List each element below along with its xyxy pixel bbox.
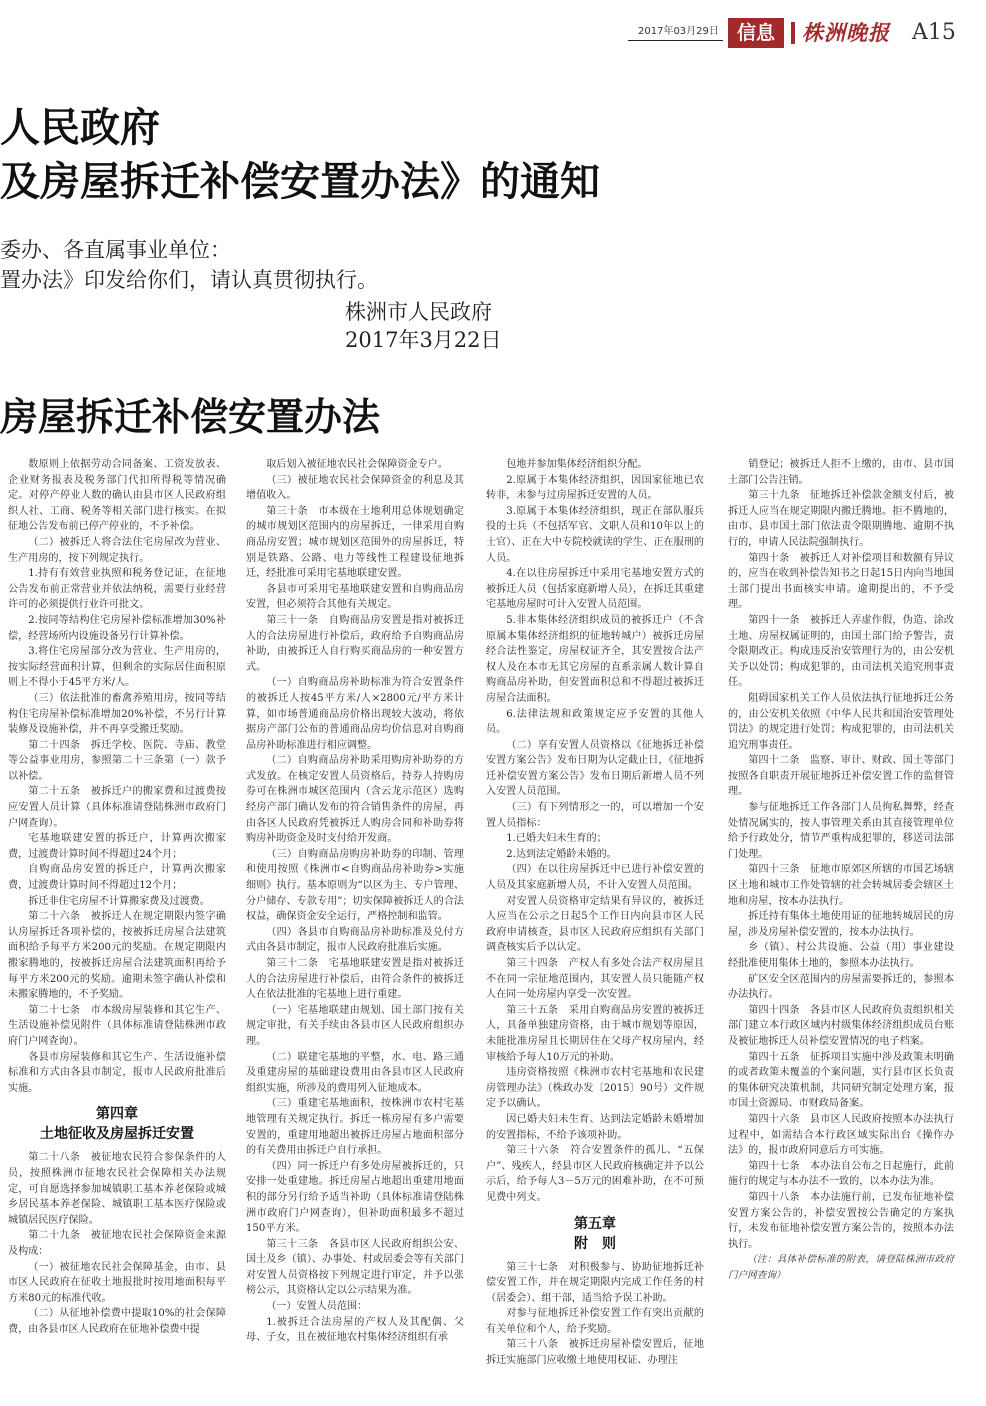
standards-note: （注：具体补偿标准的附表，请登陆株洲市政府门户网查询） [728, 1254, 954, 1281]
paragraph: 第三十三条 各县市区人民政府组织公安、国土及乡（镇）、办事处、村或居委会等有关部门对安置人员资格按下列规定进行审定，并予以张榜公示，其资格认定以公示结果为准。 [246, 1238, 464, 1297]
paragraph: 第三十条 市本级在土地利用总体规划确定的城市规划区范围内的房屋拆迁，一律采用自购商品房安置；城市规划区范围外的房屋拆迁，特别是铁路、公路、电力等线性工程建设征地拆迁，经批准可采用宅基地联建安置。 [246, 505, 464, 580]
paragraph: 各县市可采用宅基地联建安置和自购商品房安置，但必须符合其他有关规定。 [246, 583, 464, 611]
paragraph: 第四十七条 本办法自公布之日起施行，此前施行的规定与本办法不一致的，以本办法为准。 [728, 1160, 954, 1188]
chapter-4-heading [8, 1104, 226, 1144]
paragraph: （四）在以往房屋拆迁中已进行补偿安置的人员及其家庭新增人员，不计入安置人员范围。 [486, 864, 704, 892]
paragraph: 矿区安全区范围内的房屋需要拆迁的，参照本办法执行。 [728, 973, 954, 1001]
headline-line-1: 人民政府 [0, 105, 160, 151]
paragraph: 第二十七条 市本级房屋装修和其它生产、生活设施补偿见附件（具体标准请登陆株洲市政府门户网查询）。 [8, 1004, 226, 1047]
paragraph: 违房资格按照《株洲市农村宅基地和农民建房管理办法》（株政办发〔2015〕90号）文件规定予以确认。 [486, 1067, 704, 1110]
article-column-1 [8, 457, 226, 1337]
paragraph: 因已婚夫妇未生育、达到法定婚龄未婚增加的安置指标，不给予该项补助。 [486, 1113, 704, 1141]
paragraph: （二）从征地补偿费中提取10%的社会保障费，由各县市区人民政府在征地补偿费中提 [8, 1308, 226, 1335]
paragraph: 宅基地联建安置的拆迁户，计算两次搬家费，过渡费计算时间不得超过24个月； [8, 833, 226, 860]
header-separator [791, 22, 795, 44]
section-badge: 信息 [728, 18, 784, 48]
paragraph: 第二十八条 被征地农民符合参保条件的人员，按照株洲市征地农民社会保障相关办法规定，可自愿选择参加城镇职工基本养老保险或城乡居民基本养老保险、城镇职工基本医疗保险或城镇居民医疗保险。 [8, 1152, 226, 1226]
paragraph: 5.非本集体经济组织成员的被拆迁户（不含原属本集体经济组织的征地转城户）被拆迁房屋经合法性鉴定，房屋权证齐全，其安置按合法产权人及在本市无其它房屋的直系亲属人数计算自购商品房补助，但安置面积总和不得超过被拆迁房屋合法面积。 [486, 614, 704, 704]
column-1-paragraphs-b [8, 1150, 226, 1337]
paragraph: 销登记；被拆迁人拒不上缴的，由市、县市国土部门公告注销。 [728, 459, 954, 486]
paragraph: 各县市房屋装修和其它生产、生活设施补偿标准和方式由各县市制定，报市人民政府批准后实施。 [8, 1051, 226, 1094]
paragraph: 第二十四条 拆迁学校、医院、寺庙、教堂等公益事业用房，参照第二十三条第（一）款予以补偿。 [8, 739, 226, 782]
paragraph: 第四十六条 县市区人民政府按照本办法执行过程中，如需结合本行政区域实际出台《操作办法》的，报市政府同意后方可实施。 [728, 1113, 954, 1157]
column-2-paragraphs [246, 457, 464, 1346]
paragraph: 2.达到法定婚龄未婚的。 [506, 848, 617, 860]
chapter-4-title: 土地征收及房屋拆迁安置 [40, 1126, 194, 1143]
paragraph: 取后划入被征地农民社会保障资金专户。 [266, 459, 448, 470]
article-column-2 [246, 457, 464, 1346]
paragraph: 6.法律法规和政策规定应予安置的其他人员。 [486, 708, 704, 736]
paragraph: 第三十二条 宅基地联建安置是指对被拆迁人的合法房屋进行补偿后，由符合条件的被拆迁人在依法批准的宅基地上进行重建。 [246, 958, 464, 1001]
paragraph: 乡（镇）、村公共设施、公益（用）事业建设经批准使用集体土地的，参照本办法执行。 [728, 942, 954, 969]
paragraph: 2.按同等结构住宅房屋补偿标准增加30%补偿，经营场所内设施设备另行计算补偿。 [8, 614, 226, 642]
column-1-paragraphs [8, 457, 226, 1096]
paragraph: 第二十六条 被拆迁人在规定期限内签字确认房屋拆迁各项补偿的，按被拆迁房屋合法建筑面积给予每平方米200元的奖励。在规定期限内搬家腾地的，按被拆迁房屋合法建筑面积再给予每平方米200元的奖励。逾期未签字确认补偿和未搬家腾地的，不予奖励。 [8, 911, 226, 1001]
paragraph: 第四十三条 征地市原郊区所辖的市国艺场辖区土地和城市工作处管辖的社会转城居委会辖区土地和房屋，按本办法执行。 [728, 864, 954, 907]
paragraph: 包地并参加集体经济组织分配。 [506, 459, 648, 470]
headline-line-2: 及房屋拆迁补偿安置办法》的通知 [0, 159, 600, 205]
paragraph: 1.已婚夫妇未生育的； [506, 833, 607, 845]
paragraph: 拆迁非住宅房屋不计算搬家费及过渡费。 [28, 895, 210, 907]
article-column-3 [486, 457, 704, 1369]
column-3-paragraphs [486, 457, 704, 1206]
paragraph: 第三十四条 产权人有多处合法产权房屋且不在同一宗征地范围内，其安置人员只能随产权人在同一处房屋内享受一次安置。 [486, 958, 704, 1001]
paragraph: 第四十八条 本办法施行前，已发布征地补偿安置方案公告的，补偿安置按公告确定的方案执行，未发布征地补偿安置方案公告的，按照本办法执行。 [728, 1191, 954, 1250]
notice-signer: 株洲市人民政府 [345, 300, 492, 324]
paragraph: （二）被拆迁人将合法住宅房屋改为营业、生产用房的，按下列规定执行。 [8, 536, 226, 564]
page-number: A15 [912, 20, 956, 45]
paragraph: 第四十二条 监察、审计、财政、国土等部门按照各自职责开展征地拆迁补偿安置工作的监督管理。 [728, 755, 954, 798]
paragraph: 第三十九条 征地拆迁补偿款金额支付后，被拆迁人应当在规定期限内搬迁腾地。拒不腾地的，由市、县市国土部门依法责令限期腾地、逾期不执行的，申请人民法院强制执行。 [728, 490, 954, 548]
paragraph: 对参与征地拆迁补偿安置工作有突出贡献的有关单位和个人，给予奖励。 [486, 1308, 704, 1335]
column-3-paragraphs-b [486, 1260, 704, 1369]
paragraph: （三）被征地农民社会保障资金的利息及其增值收入。 [246, 474, 464, 502]
paragraph: （四）各县市自购商品房补助标准及兑付方式由各县市制定，报市人民政府批准后实施。 [246, 926, 464, 954]
column-4-paragraphs [728, 457, 954, 1252]
paragraph: 数原则上依据劳动合同备案、工资发放表、企业财务报表及税务部门代扣所得税等情况确定。对停产停业人数的确认由县市区人民政府组织人社、工商、税务等相关部门进行核实。在拟征地公告发布前已停产停业的，不予补偿。 [8, 459, 226, 533]
paragraph: 自购商品房安置的拆迁户，计算两次搬家费，过渡费计算时间不得超过12个月； [8, 864, 226, 892]
paragraph: 第四十五条 征拆项目实施中涉及政策未明确的或者政策未覆盖的个案问题，实行县市区长负责的集体研究决策机制，共同研究制定处理方案，报市国土资源局、市财政局备案。 [728, 1051, 954, 1110]
article-column-4 [728, 457, 954, 1283]
paragraph: 3.将住宅房屋部分改为营业、生产用房的，按实际经营面积计算，但剩余的实际居住面积原则上不得小于45平方米/人。 [8, 646, 226, 689]
notice-recipients: 委办、各直属事业单位： [0, 238, 231, 262]
paragraph: 第三十六条 符合安置条件的孤儿、“五保户”、残疾人，经县市区人民政府核确定并予以公示后，给予每人3－5万元的困难补助，在不可预见费中列支。 [486, 1145, 704, 1203]
paragraph: 阻碍国家机关工作人员依法执行征地拆迁公务的，由公安机关依照《中华人民共和国治安管理处罚法》的规定进行处罚；构成犯罪的，由司法机关追究刑事责任。 [728, 692, 954, 751]
paragraph: 第三十五条 采用自购商品房安置的被拆迁人，具备单独建房资格，由于城市规划等原因，未能批准房屋且长期居住在父母产权房屋内，经审核给予每人10万元的补助。 [486, 1004, 704, 1063]
paragraph: （二）享有安置人员资格以《征地拆迁补偿安置方案公告》发布日期为认定截止日，《征地拆迁补偿安置方案公告》发布日期后新增人员不列入安置人员范围。 [486, 739, 704, 798]
paragraph: 第三十七条 对积极参与、协助征地拆迁补偿安置工作，并在规定期限内完成工作任务的村（居委会）、组干部，适当给予误工补助。 [486, 1261, 704, 1304]
paragraph: 对安置人员资格审定结果有异议的，被拆迁人应当在公示之日起5个工作日内向县市区人民政府申请核查，县市区人民政府应组织有关部门调查核实后予以认定。 [486, 895, 704, 954]
paragraph: （三）自购商品房购房补助券的印制、管理和使用按照《株洲市<自购商品房补助券>实施细则》执行。基本原则为“以区为主、专户管理、分户储存、专款专用”；切实保障被拆迁人的合法权益，确保资金安全运行，严格控制和监管。 [246, 848, 464, 923]
document-title: 房屋拆迁补偿安置办法 [0, 395, 381, 439]
paragraph: 1.持有有效营业执照和税务登记证，在征地公告发布前正常营业并依法纳税，需要行业经营许可的必须提供行业许可批文。 [8, 568, 226, 611]
paragraph: （三）重建宅基地面积，按株洲市农村宅基地管理有关规定执行。拆迁一栋房屋有多户需要安置的，重建用地超出被拆迁房屋占地面积部分的有关费用由拆迁户自行承担。 [246, 1098, 464, 1157]
chapter-5-number: 第五章 [574, 1215, 616, 1232]
paragraph: 第二十五条 被拆迁户的搬家费和过渡费按应安置人员计算（具体标准请登陆株洲市政府门户网查询）。 [8, 786, 226, 829]
paragraph: （二）自购商品房补助采用购房补助券的方式发放。在核定安置人员资格后，持券人持购房券可在株洲市城区范围内（含云龙示范区）选购经房产部门确认发布的符合销售条件的房屋，再由各区人民政府凭被拆迁人购房合同和补助券将购房补助资金及时支付给开发商。 [246, 755, 464, 845]
paragraph: 拆迁持有集体土地使用证的征地转城居民的房屋，涉及房屋补偿安置的，按本办法执行。 [728, 911, 954, 938]
paragraph: （三）有下列情形之一的，可以增加一个安置人员指标： [486, 802, 704, 829]
paragraph: （一）被征地农民社会保障基金，由市、县市区人民政府在征收土地报批时按用地面积每平方米80元的标准代收。 [8, 1261, 226, 1304]
chapter-5-title: 附 则 [574, 1235, 616, 1252]
paragraph: 第三十一条 自购商品房安置是指对被拆迁人的合法房屋进行补偿后，政府给予自购商品房补助，由被拆迁人自行购买商品房的一种安置方式。 [246, 614, 464, 673]
paragraph: 第四十四条 各县市区人民政府负责组织相关部门建立本行政区域内村级集体经济组织成员台账及被征地拆迁人员补偿安置情况的电子档案。 [728, 1004, 954, 1047]
chapter-5-heading [486, 1214, 704, 1254]
notice-date: 2017年3月22日 [345, 328, 502, 352]
newspaper-brand: 株洲晚报 [802, 20, 890, 45]
paragraph: 第三十八条 被拆迁房屋补偿安置后，征地拆迁实施部门应收缴土地使用权证、办理注 [486, 1339, 704, 1367]
chapter-4-number: 第四章 [96, 1106, 138, 1123]
paragraph: 3.原属于本集体经济组织，现正在部队服兵役的士兵（不包括军官、文职人员和10年以上的士官）、正在大中专院校就读的学生、正在服刑的人员。 [486, 505, 704, 564]
paragraph: 第四十一条 被拆迁人弄虚作假，伪造、涂改土地、房屋权属证明的，由国土部门给予警告，责令限期改正。构成违反治安管理行为的，由公安机关予以处罚；构成犯罪的，由司法机关追究刑事责任。 [728, 614, 954, 689]
paragraph: （一）宅基地联建由规划、国土部门按有关规定审批，有关手续由各县市区人民政府组织办理。 [246, 1004, 464, 1047]
paragraph: 参与征地拆迁工作各部门人员徇私舞弊，经查处情况属实的，按人事管理关系由其直接管理单位给予行政处分，情节严重构成犯罪的，移送司法部门处理。 [728, 802, 954, 860]
paragraph: （一）安置人员范围： [266, 1301, 368, 1313]
paragraph: 4.在以往房屋拆迁中采用宅基地安置方式的被拆迁人员（包括家庭新增人员），在拆迁其重建宅基地房屋时可计入安置人员范围。 [486, 568, 704, 611]
paragraph: （二）联建宅基地的平整，水、电、路三通及重建房屋的基础建设费用由各县市区人民政府组织实施，所涉及的费用列入征地成本。 [246, 1051, 464, 1094]
paragraph: 1.被拆迁合法房屋的产权人及其配偶、父母、子女，且在被征地农村集体经济组织有承 [246, 1316, 464, 1344]
paragraph: 第四十条 被拆迁人对补偿项目和数额有异议的，应当在收到补偿告知书之日起15日内向当地国土部门提出书面核实申请。逾期提出的，不予受理。 [728, 552, 954, 611]
header-rule [628, 40, 723, 41]
issue-date: 2017年03月29日 [638, 26, 719, 37]
paragraph: 2.原属于本集体经济组织，因国家征地已农转非，未参与过房屋拆迁安置的人员。 [486, 474, 704, 502]
paragraph: 第二十九条 被征地农民社会保障资金来源及构成： [8, 1230, 226, 1257]
paragraph: （一）自购商品房补助标准为符合安置条件的被拆迁人按45平方米/人×2800元/平方米计算，如市场普通商品房价格出现较大波动，将依据房产部门公布的普通商品房均价信息对自购商品房补助标准进行相应调整。 [246, 677, 464, 751]
paragraph: （三）依法批准的畜禽养殖用房，按同等结构住宅房屋补偿标准增加20%补偿，不另行计算装修及设施补偿，并不再享受搬迁奖励。 [8, 692, 226, 736]
paragraph: （四）同一拆迁户有多处房屋被拆迁的，只安排一处重建地。拆迁房屋占地超出重建用地面积的部分另行给予适当补助（具体标准请登陆株洲市政府门户网查询），但补助面积最多不超过150平方米。 [246, 1160, 464, 1235]
notice-body: 置办法》印发给你们，请认真贯彻执行。 [0, 268, 378, 292]
